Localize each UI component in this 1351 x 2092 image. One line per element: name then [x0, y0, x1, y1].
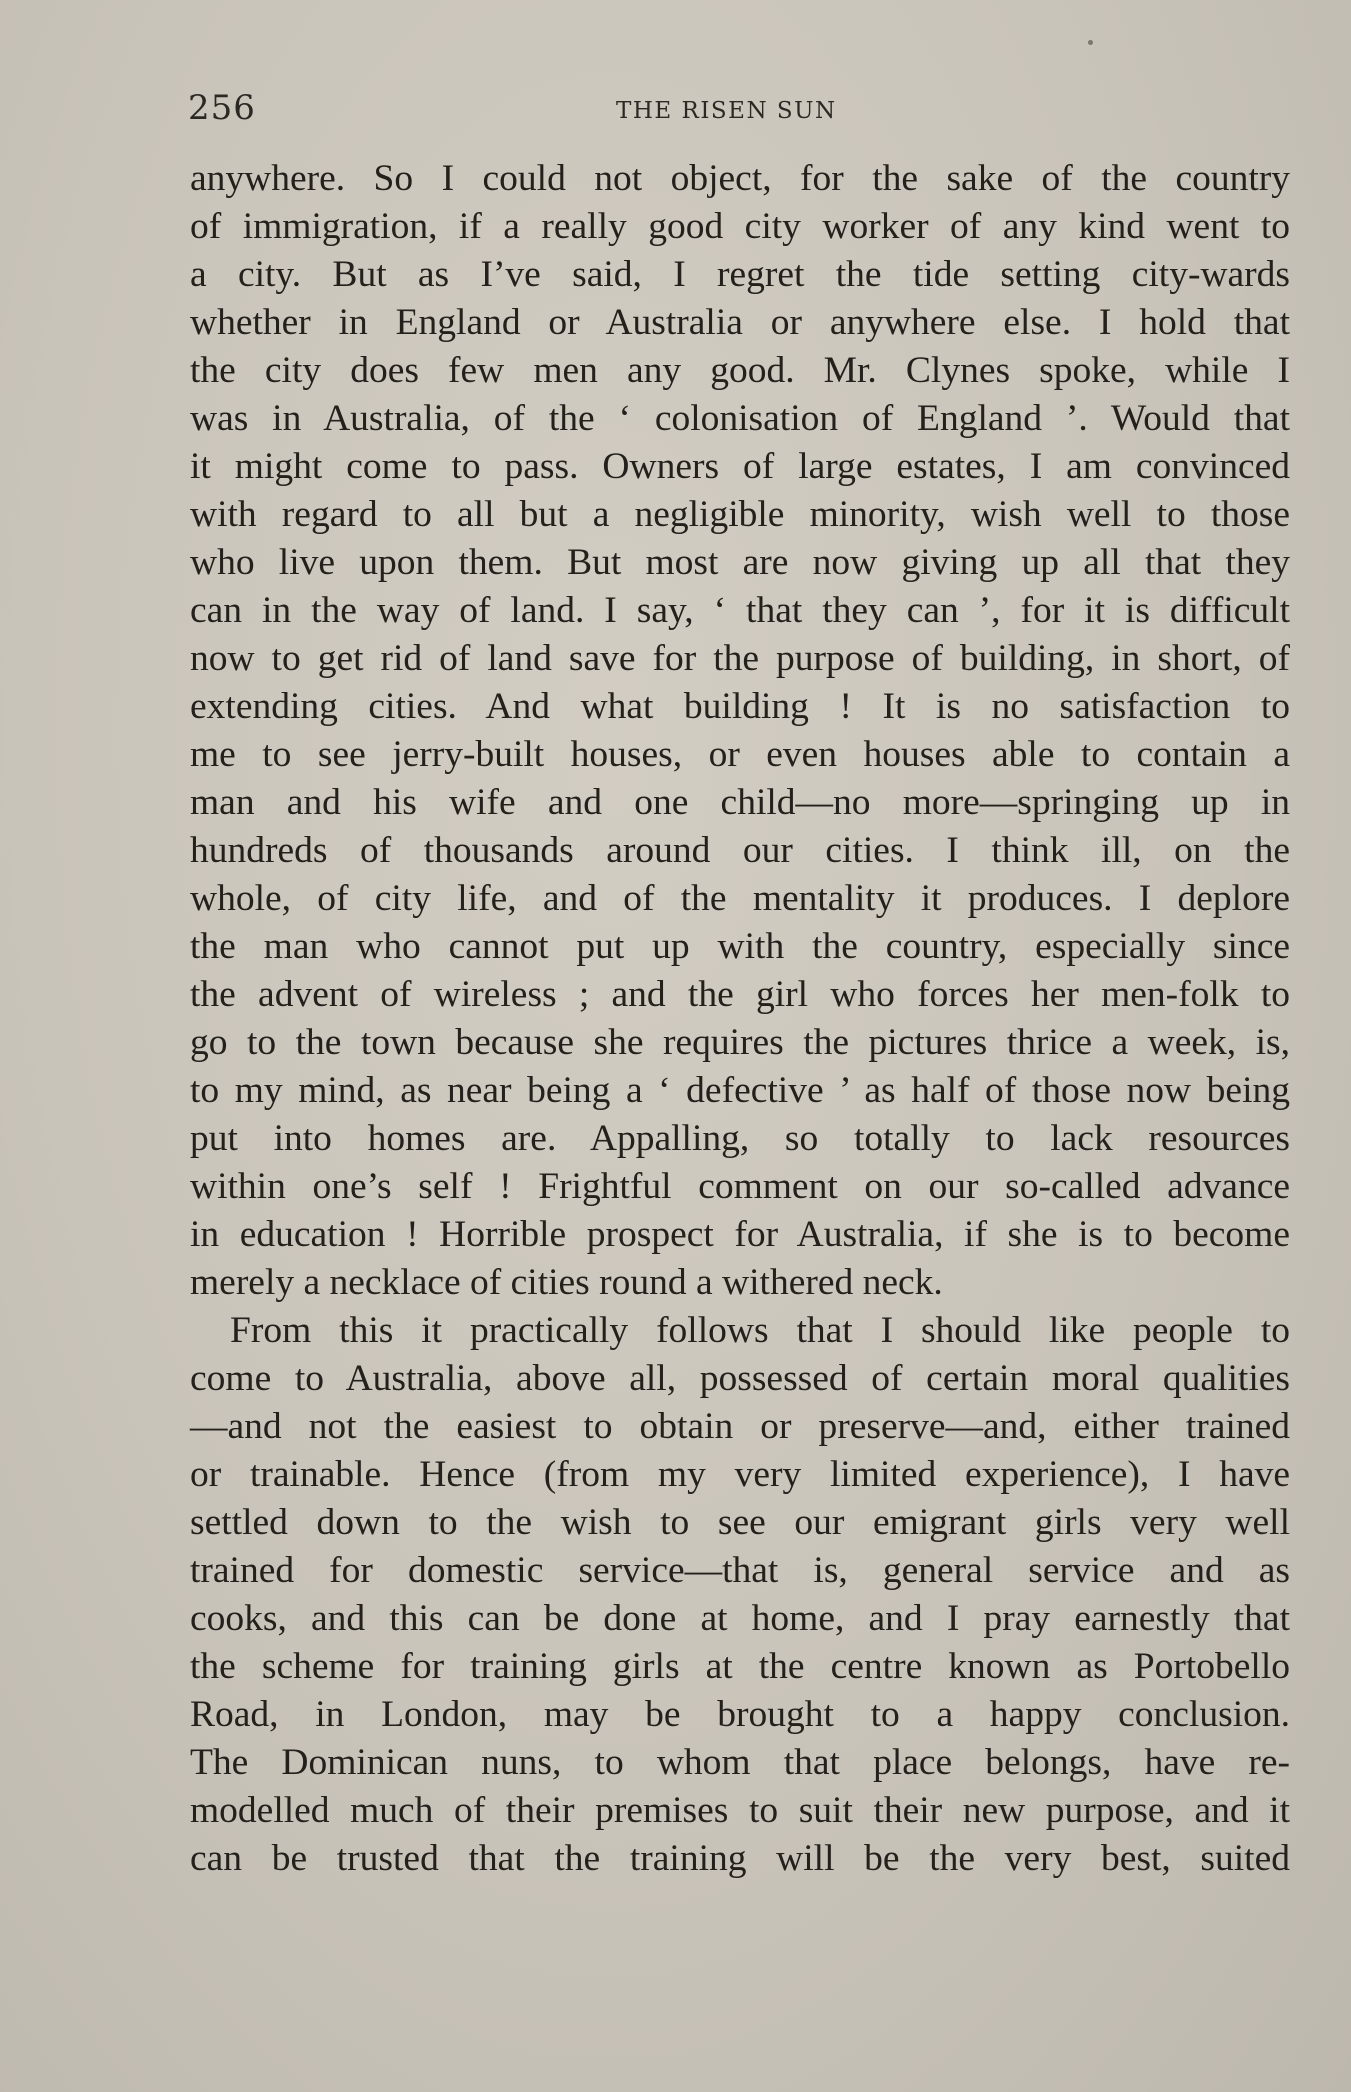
text-line: the man who cannot put up with the country, especially since — [190, 926, 1290, 967]
text-line: —and not the easiest to obtain or preserve—and, either trained — [190, 1406, 1290, 1447]
running-head — [188, 88, 1288, 138]
text-line: was in Australia, of the ‘ colonisation of England ’. Would that — [190, 398, 1290, 439]
page-number: 256 — [188, 88, 256, 128]
text-line: From this it practically follows that I should like people to — [230, 1310, 1290, 1351]
text-line: merely a necklace of cities round a withered neck. — [190, 1262, 943, 1303]
text-line: within one’s self ! Frightful comment on our so-called advance — [190, 1166, 1290, 1207]
text-line: hundreds of thousands around our cities. I think ill, on the — [190, 830, 1290, 871]
text-line: in education ! Horrible prospect for Australia, if she is to become — [190, 1214, 1290, 1255]
text-line: me to see jerry-built houses, or even houses able to contain a — [190, 734, 1290, 775]
text-line: modelled much of their premises to suit their new purpose, and it — [190, 1790, 1290, 1831]
paragraph-1 — [190, 155, 1290, 1307]
text-line: the scheme for training girls at the centre known as Portobello — [190, 1646, 1290, 1687]
text-line: settled down to the wish to see our emigrant girls very well — [190, 1502, 1290, 1543]
body-text — [190, 155, 1290, 1883]
text-line: The Dominican nuns, to whom that place belongs, have re- — [190, 1742, 1290, 1783]
text-line: the advent of wireless ; and the girl who forces her men-folk to — [190, 974, 1290, 1015]
text-line: cooks, and this can be done at home, and I pray earnestly that — [190, 1598, 1290, 1639]
text-line: Road, in London, may be brought to a happy conclusion. — [190, 1694, 1290, 1735]
text-line: man and his wife and one child—no more—springing up in — [190, 782, 1290, 823]
text-line: who live upon them. But most are now giving up all that they — [190, 542, 1290, 583]
text-line: can be trusted that the training will be the very best, suited — [190, 1838, 1290, 1879]
text-line: now to get rid of land save for the purpose of building, in short, of — [190, 638, 1290, 679]
text-line: a city. But as I’ve said, I regret the tide setting city-wards — [190, 254, 1290, 295]
text-line: whether in England or Australia or anywhere else. I hold that — [190, 302, 1290, 343]
paragraph-2 — [190, 1307, 1290, 1883]
text-line: whole, of city life, and of the mentality it produces. I deplore — [190, 878, 1290, 919]
text-line: with regard to all but a negligible minority, wish well to those — [190, 494, 1290, 535]
running-title: THE RISEN SUN — [616, 98, 837, 124]
text-line: extending cities. And what building ! It is no satisfaction to — [190, 686, 1290, 727]
text-line: or trainable. Hence (from my very limited experience), I have — [190, 1454, 1290, 1495]
paper-speck — [1088, 40, 1093, 45]
text-line: can in the way of land. I say, ‘ that they can ’, for it is difficult — [190, 590, 1290, 631]
text-line: put into homes are. Appalling, so totally to lack resources — [190, 1118, 1290, 1159]
text-line: come to Australia, above all, possessed of certain moral qualities — [190, 1358, 1290, 1399]
text-line: the city does few men any good. Mr. Clynes spoke, while I — [190, 350, 1290, 391]
text-line: go to the town because she requires the pictures thrice a week, is, — [190, 1022, 1290, 1063]
text-line: it might come to pass. Owners of large estates, I am convinced — [190, 446, 1290, 487]
text-line: to my mind, as near being a ‘ defective ’ as half of those now being — [190, 1070, 1290, 1111]
text-line: of immigration, if a really good city worker of any kind went to — [190, 206, 1290, 247]
text-line: anywhere. So I could not object, for the sake of the country — [190, 158, 1290, 199]
text-line: trained for domestic service—that is, general service and as — [190, 1550, 1290, 1591]
